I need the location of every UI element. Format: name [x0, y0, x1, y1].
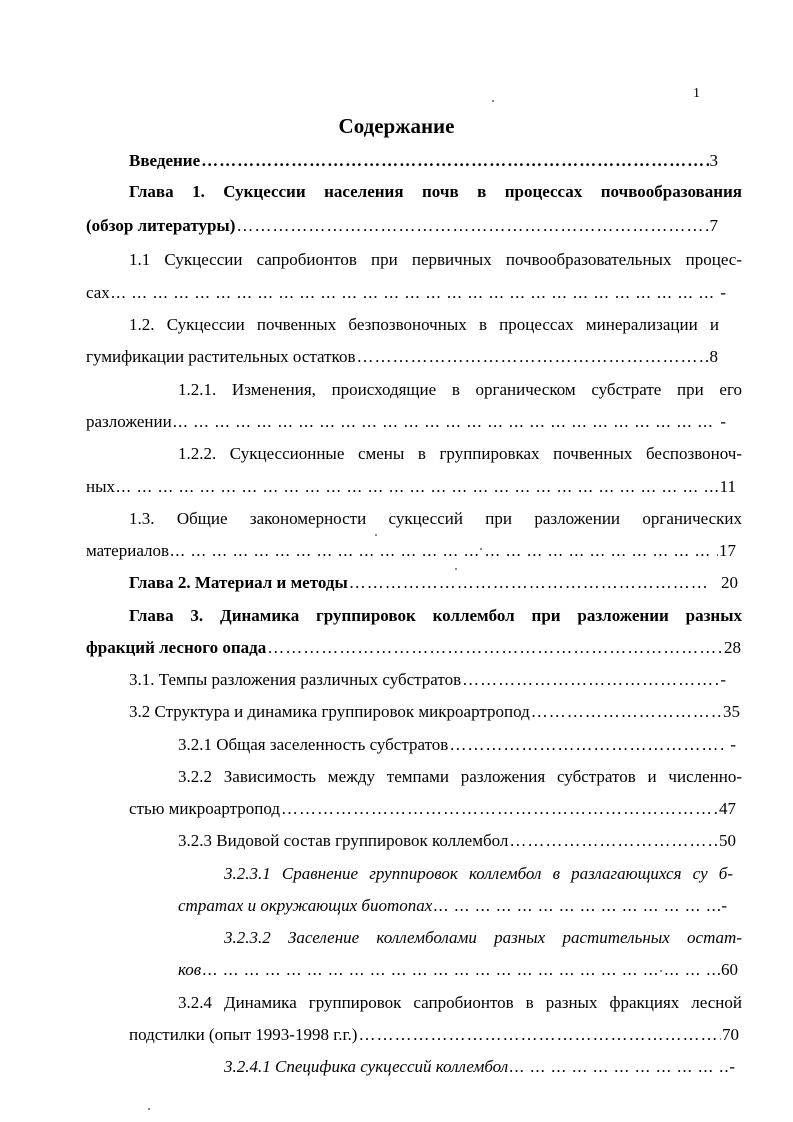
dot-leader [349, 571, 707, 595]
toc-title: Содержание [338, 114, 455, 138]
entry-text: 3.2.3 Видовой состав группировок коллембол [178, 831, 509, 850]
toc-entry-3-2-1[interactable] [178, 733, 736, 757]
toc-entry-chapter-1-cont[interactable] [86, 214, 718, 238]
dot-leader [173, 410, 720, 434]
entry-page: - [720, 412, 726, 431]
toc-entry-1-2-1-cont[interactable] [86, 410, 726, 434]
toc-entry-3-2-2[interactable]: 3.2.2 Зависимость между темпами разложения субстратов и численно- [178, 767, 742, 786]
entry-page: 35 [723, 702, 740, 721]
entry-page: - [730, 735, 736, 754]
dot-leader [116, 475, 719, 499]
toc-entry-3-2-4-1[interactable] [224, 1055, 735, 1079]
toc-entry-3-2-3-1-cont[interactable] [178, 894, 727, 918]
entry-page: - [720, 670, 726, 689]
toc-entry-1-1[interactable]: 1.1 Сукцессии сапробионтов при первичных почвообразовательных процес- [129, 250, 742, 269]
entry-page: 3 [709, 151, 718, 170]
toc-entry-introduction[interactable] [129, 149, 718, 173]
toc-entry-1-2-cont[interactable] [86, 345, 718, 369]
toc-entry-3-2-4[interactable]: 3.2.4 Динамика группировок сапробионтов в разных фракциях лесной [178, 993, 742, 1012]
entry-text: фракций лесного опада [86, 638, 267, 657]
scan-speck [148, 1108, 150, 1110]
entry-text: 3.2 Структура и динамика группировок микроартропод [129, 702, 530, 721]
dot-leader [356, 345, 708, 369]
dot-leader [449, 733, 724, 757]
toc-entry-1-3[interactable]: 1.3. Общие закономерности сукцессий при разложении органических [129, 509, 742, 528]
entry-text: Введение [129, 151, 201, 170]
scan-speck [492, 100, 494, 102]
toc-entry-chapter-3[interactable]: Глава 3. Динамика группировок коллембол при разложении разных [129, 606, 742, 625]
dot-leader [281, 797, 718, 821]
entry-page: 7 [709, 216, 718, 235]
entry-text: 3.2.4.1 Специфика сукцессий коллембол [224, 1057, 509, 1076]
toc-entry-1-2-2-cont[interactable] [86, 475, 736, 499]
entry-text: материалов [86, 541, 170, 560]
toc-entry-3-2-3[interactable] [178, 829, 736, 853]
scan-speck [660, 970, 662, 972]
dot-leader [201, 149, 708, 173]
toc-entry-3-1[interactable] [129, 668, 726, 692]
toc-entry-3-2-2-cont[interactable] [129, 797, 736, 821]
toc-entry-chapter-2[interactable] [129, 571, 738, 595]
scan-speck [375, 534, 377, 536]
dot-leader [358, 1023, 721, 1047]
entry-text: 3.1. Темпы разложения различных субстратов [129, 670, 462, 689]
toc-entry-1-2-1[interactable]: 1.2.1. Изменения, происходящие в органическом субстрате при его [178, 380, 742, 399]
dot-leader [267, 636, 723, 660]
scan-speck [455, 568, 457, 570]
toc-entry-3-2[interactable] [129, 700, 740, 724]
entry-page: 17 [719, 541, 736, 560]
toc-entry-1-3-cont[interactable] [86, 539, 736, 563]
scan-speck [480, 548, 482, 550]
dot-leader [509, 829, 718, 853]
entry-text: (обзор литературы) [86, 216, 236, 235]
entry-page: - [729, 1057, 735, 1076]
dot-leader [462, 668, 719, 692]
entry-page: 47 [719, 799, 736, 818]
entry-page: 60 [721, 960, 738, 979]
toc-entry-1-2[interactable]: 1.2. Сукцессии почвенных безпозвоночных в процессах минерализации и [129, 315, 719, 334]
dot-leader [531, 700, 722, 724]
dot-leader [202, 958, 720, 982]
entry-page: 11 [719, 477, 736, 496]
entry-text: ных [86, 477, 116, 496]
entry-page: - [720, 283, 726, 302]
dot-leader [236, 214, 708, 238]
entry-page: 8 [709, 347, 718, 366]
dot-leader [170, 539, 718, 563]
entry-text: Глава 2. Материал и методы [129, 573, 348, 592]
entry-page: 20 [721, 573, 738, 592]
entry-page: 70 [722, 1025, 739, 1044]
toc-entry-1-1-cont[interactable] [86, 281, 726, 305]
entry-text: стью микроартропод [129, 799, 281, 818]
entry-text: гумификации растительных остатков [86, 347, 356, 366]
entry-text: разложении [86, 412, 172, 431]
toc-entry-1-2-2[interactable]: 1.2.2. Сукцессионные смены в группировках почвенных беспозвоноч- [178, 444, 742, 463]
toc-entry-3-2-3-1[interactable]: 3.2.3.1 Сравнение группировок коллембол в разлагающихся су б- [224, 864, 733, 883]
entry-page: - [721, 896, 727, 915]
toc-entry-3-2-4-cont[interactable] [129, 1023, 739, 1047]
entry-text: стратах и окружающих биотопах [178, 896, 433, 915]
toc-entry-chapter-3-cont[interactable] [86, 636, 741, 660]
entry-text: подстилки (опыт 1993-1998 г.г.) [129, 1025, 358, 1044]
page-number: 1 [693, 86, 700, 101]
dot-leader [111, 281, 720, 305]
toc-entry-3-2-3-2-cont[interactable] [178, 958, 738, 982]
dot-leader [509, 1055, 728, 1079]
dot-leader [433, 894, 720, 918]
entry-page: 50 [719, 831, 736, 850]
entry-text: ков [178, 960, 202, 979]
entry-page: 28 [724, 638, 741, 657]
entry-text: сах [86, 283, 110, 302]
toc-entry-chapter-1[interactable]: Глава 1. Сукцессии населения почв в процессах почвообразования [129, 182, 742, 201]
entry-text: 3.2.1 Общая заселенность субстратов [178, 735, 449, 754]
toc-entry-3-2-3-2[interactable]: 3.2.3.2 Заселение коллемболами разных растительных остат- [224, 928, 742, 947]
